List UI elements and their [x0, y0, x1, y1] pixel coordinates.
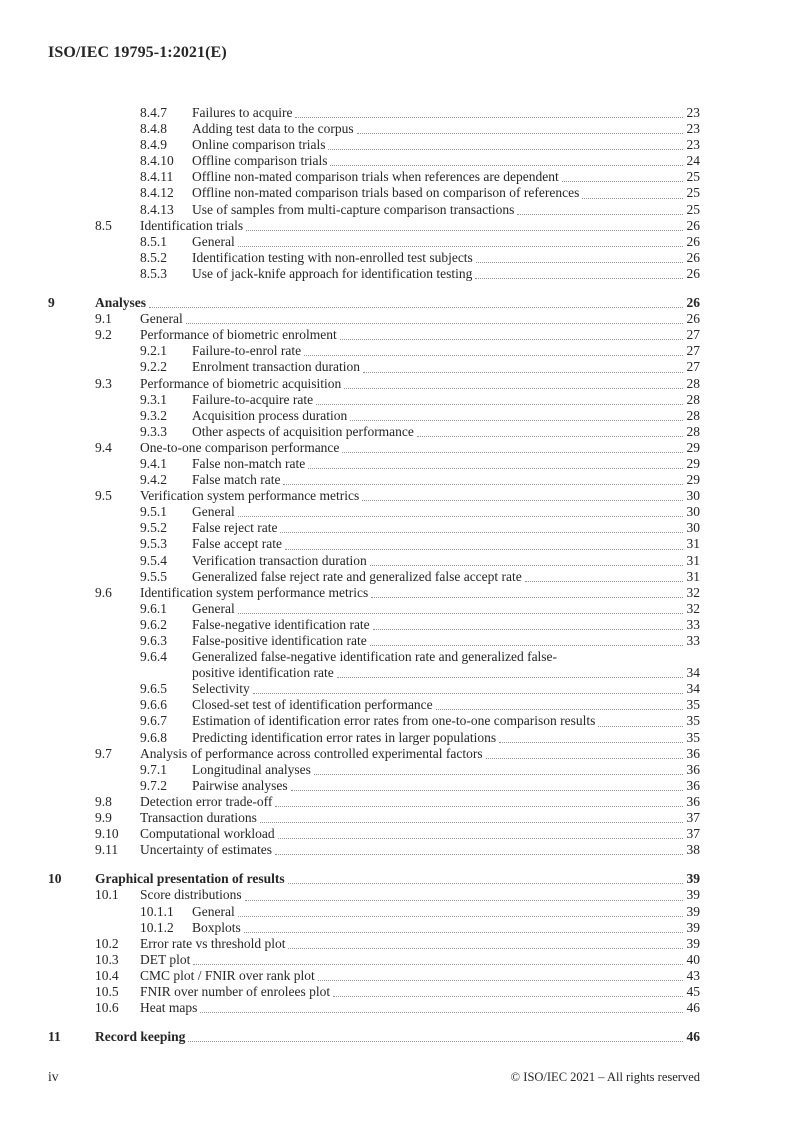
toc-entry-9.11 [95, 842, 700, 858]
toc-entry-number: 10.1.2 [140, 919, 174, 935]
toc-entry-number: 9.3.2 [140, 407, 167, 423]
toc-entry-number: 9.5.1 [140, 504, 167, 520]
toc-entry-9.2.2 [140, 359, 700, 375]
toc-dot-leader [582, 185, 683, 198]
toc-entry-title: Boxplots [192, 919, 241, 935]
toc-entry-title: Identification trials [140, 217, 244, 233]
toc-entry-title: One-to-one comparison performance [140, 439, 340, 455]
toc-entry-8.4.11 [140, 169, 700, 185]
toc-entry-number: 10.6 [95, 1000, 119, 1016]
toc-entry-page: 35 [686, 729, 700, 745]
toc-dot-leader [476, 250, 683, 263]
toc-entry-title: Offline non-mated comparison trials when references are dependent [192, 169, 559, 185]
toc-entry-number: 9.6.3 [140, 633, 167, 648]
toc-entry-page: 28 [686, 391, 700, 407]
toc-entry-8.4.12 [140, 185, 700, 201]
toc-entry-10.1 [95, 887, 700, 903]
toc-entry-number: 9.7 [95, 745, 112, 761]
toc-entry-page: 24 [686, 153, 700, 169]
toc-dot-leader [562, 169, 683, 182]
toc-entry-9.3.2 [140, 408, 700, 424]
toc-entry-page: 28 [686, 375, 700, 391]
toc-entry-page: 25 [686, 169, 700, 185]
toc-entry-9.6.6 [140, 697, 700, 713]
toc-entry-9.2 [95, 327, 700, 343]
footer-page-number: iv [48, 1069, 59, 1084]
toc-entry-number: 9.2.2 [140, 359, 167, 375]
toc-entry-number: 9.3.3 [140, 423, 167, 439]
toc-entry-title: General [140, 311, 183, 327]
toc-entry-number: 9.5 [95, 488, 112, 504]
toc-entry-page: 39 [686, 935, 700, 951]
toc-entry-number: 10.5 [95, 983, 119, 999]
toc-entry-number: 9 [48, 295, 55, 311]
toc-dot-leader [371, 585, 683, 598]
toc-entry-number: 8.4.9 [140, 137, 167, 153]
toc-entry-9.5.3 [140, 536, 700, 552]
toc-entry-page: 30 [686, 520, 700, 536]
toc-entry-page: 27 [686, 359, 700, 375]
toc-dot-leader [304, 343, 683, 356]
toc-entry-number: 10.3 [95, 951, 119, 967]
toc-entry-number: 8.4.11 [140, 169, 174, 185]
toc-entry-9.1 [95, 311, 700, 327]
toc-entry-page: 26 [686, 233, 700, 249]
toc-dot-leader [238, 504, 683, 517]
toc-entry-10.2 [95, 936, 700, 952]
toc-entry-number: 9.4.1 [140, 455, 167, 471]
toc-entry-8.4.8 [140, 121, 700, 137]
toc-entry-page: 35 [686, 713, 700, 729]
toc-entry-number: 9.7.2 [140, 777, 167, 793]
toc-entry-title: Analysis of performance across controlled experimental factors [140, 745, 483, 761]
toc-entry-number: 8.4.13 [140, 201, 174, 217]
toc-dot-leader [370, 633, 683, 646]
toc-dot-leader [362, 488, 683, 501]
toc-entry-title: Analyses [95, 295, 147, 311]
toc-entry-title: Verification system performance metrics [140, 488, 360, 504]
toc-entry-9.6.7 [140, 713, 700, 729]
toc-dot-leader [525, 569, 683, 582]
toc-entry-page: 29 [686, 439, 700, 455]
toc-dot-leader [344, 376, 683, 389]
toc-entry-number: 10.4 [95, 967, 119, 983]
toc-dot-leader [357, 121, 683, 134]
toc-entry-title: Identification testing with non-enrolled test subjects [192, 249, 473, 265]
toc-entry-9.4 [95, 440, 700, 456]
toc-entry-number: 9.6.5 [140, 681, 167, 697]
toc-entry-title: Error rate vs threshold plot [140, 935, 286, 951]
document-footer [48, 1069, 700, 1085]
toc-entry-title-continued: positive identification rate [192, 665, 334, 681]
toc-entry-title: Use of jack-knife approach for identification testing [192, 265, 473, 281]
toc-entry-title: Adding test data to the corpus [192, 121, 354, 137]
toc-entry-8.4.9 [140, 137, 700, 153]
toc-entry-page: 25 [686, 201, 700, 217]
toc-entry-number: 10 [48, 871, 62, 887]
toc-list [48, 105, 700, 1045]
toc-dot-leader [186, 311, 683, 324]
toc-entry-9.7 [95, 746, 700, 762]
toc-entry-page: 46 [686, 1000, 700, 1016]
toc-entry-9.6.2 [140, 617, 700, 633]
toc-entry-number: 9.11 [95, 842, 119, 858]
toc-entry-number: 8.5.2 [140, 249, 167, 265]
toc-entry-10.1.1 [140, 904, 700, 920]
toc-entry-number: 9.5.5 [140, 568, 167, 584]
toc-dot-leader [285, 536, 683, 549]
toc-entry-page: 38 [686, 842, 700, 858]
toc-entry-title: General [192, 504, 235, 520]
toc-entry-8.4.10 [140, 153, 700, 169]
toc-dot-leader [295, 105, 683, 118]
toc-dot-leader [193, 952, 683, 965]
toc-dot-leader [517, 202, 683, 215]
toc-entry-title: Computational workload [140, 826, 275, 842]
toc-entry-page: 40 [686, 951, 700, 967]
toc-entry-page: 31 [686, 536, 700, 552]
toc-dot-leader [340, 327, 683, 340]
toc-entry-title: Failure-to-acquire rate [192, 391, 314, 407]
toc-entry-title: False non-match rate [192, 455, 306, 471]
toc-entry-title: Score distributions [140, 887, 242, 903]
toc-entry-title: Online comparison trials [192, 137, 326, 153]
toc-entry-9.5.5 [140, 569, 700, 585]
toc-entry-page: 28 [686, 423, 700, 439]
toc-entry-number: 10.2 [95, 935, 119, 951]
toc-entry-9.3.1 [140, 392, 700, 408]
toc-entry-title: Transaction durations [140, 810, 257, 826]
toc-dot-leader [417, 424, 683, 437]
toc-entry-9.3.3 [140, 424, 700, 440]
toc-entry-9.6.8 [140, 730, 700, 746]
toc-dot-leader [328, 137, 683, 150]
toc-entry-9.5.2 [140, 520, 700, 536]
toc-dot-leader [308, 456, 683, 469]
toc-entry-title: Offline comparison trials [192, 153, 328, 169]
toc-dot-leader [246, 218, 683, 231]
toc-entry-page: 46 [686, 1029, 700, 1045]
toc-dot-leader [291, 778, 683, 791]
toc-entry-9.6.5 [140, 681, 700, 697]
toc-entry-9.7.2 [140, 778, 700, 794]
toc-entry-number: 9.6.7 [140, 713, 167, 729]
toc-entry-9.7.1 [140, 762, 700, 778]
toc-dot-leader [260, 810, 683, 823]
toc-entry-page: 26 [686, 265, 700, 281]
toc-entry-9.8 [95, 794, 700, 810]
toc-entry-number: 8.4.8 [140, 121, 167, 137]
toc-entry-title: Generalized false-negative identification rate and generalized false- [192, 649, 558, 665]
toc-entry-number: 9.6.2 [140, 616, 167, 632]
toc-dot-leader [288, 871, 683, 884]
toc-entry-10.5 [95, 984, 700, 1000]
toc-entry-title: CMC plot / FNIR over rank plot [140, 967, 315, 983]
document-header: ISO/IEC 19795-1:2021(E) [48, 44, 227, 61]
toc-dot-leader [238, 234, 683, 247]
toc-dot-leader [370, 553, 683, 566]
toc-dot-leader [350, 408, 683, 421]
toc-dot-leader [188, 1029, 683, 1042]
toc-entry-page: 31 [686, 568, 700, 584]
toc-entry-title: Offline non-mated comparison trials based on comparison of references [192, 185, 580, 201]
toc-entry-title: Use of samples from multi-capture comparison transactions [192, 201, 515, 217]
toc-entry-page: 36 [686, 745, 700, 761]
toc-entry-number: 9.6.1 [140, 600, 167, 616]
toc-entry-page: 33 [686, 633, 700, 648]
toc-dot-leader [363, 359, 683, 372]
toc-entry-9.5 [95, 488, 700, 504]
toc-entry-number: 9.6 [95, 584, 112, 600]
toc-entry-8.4.13 [140, 202, 700, 218]
toc-entry-page: 23 [686, 105, 700, 120]
toc-dot-leader [475, 266, 683, 279]
toc-entry-page: 37 [686, 826, 700, 842]
toc-entry-title: General [192, 600, 235, 616]
toc-entry-8.5.3 [140, 266, 700, 282]
toc-entry-number: 8.4.7 [140, 105, 167, 120]
toc-entry-8.4.7 [140, 105, 700, 121]
toc-entry-9 [48, 295, 700, 311]
toc-entry-number: 9.2.1 [140, 343, 167, 359]
toc-dot-leader [253, 681, 683, 694]
toc-entry-title: Record keeping [95, 1029, 186, 1045]
toc-entry-page: 28 [686, 407, 700, 423]
toc-entry-page: 32 [686, 584, 700, 600]
toc-entry-title: Graphical presentation of results [95, 871, 285, 887]
toc-entry-title: Generalized false reject rate and generalized false accept rate [192, 568, 522, 584]
toc-entry-number: 9.8 [95, 793, 112, 809]
toc-entry-title: Closed-set test of identification performance [192, 697, 433, 713]
toc-entry-11 [48, 1029, 700, 1045]
toc-dot-leader [318, 968, 683, 981]
toc-entry-page: 32 [686, 600, 700, 616]
footer-copyright: © ISO/IEC 2021 – All rights reserved [510, 1070, 700, 1084]
toc-entry-number: 8.4.12 [140, 185, 174, 201]
toc-dot-leader [278, 826, 683, 839]
toc-entry-page: 33 [686, 616, 700, 632]
toc-dot-leader [238, 601, 683, 614]
toc-dot-leader [598, 713, 683, 726]
toc-entry-10.6 [95, 1000, 700, 1016]
toc-entry-9.10 [95, 826, 700, 842]
toc-entry-9.6.4-continued [140, 665, 700, 681]
toc-entry-title: Performance of biometric acquisition [140, 375, 342, 391]
toc-entry-10.1.2 [140, 920, 700, 936]
toc-entry-page: 30 [686, 504, 700, 520]
toc-entry-number: 8.4.10 [140, 153, 174, 169]
toc-entry-number: 11 [48, 1029, 61, 1045]
toc-dot-leader [337, 665, 683, 678]
toc-entry-number: 9.6.8 [140, 729, 167, 745]
toc-entry-page: 26 [686, 249, 700, 265]
toc-entry-title: Uncertainty of estimates [140, 842, 272, 858]
toc-entry-page: 39 [686, 903, 700, 919]
toc-dot-leader [244, 920, 683, 933]
toc-entry-page: 23 [686, 121, 700, 137]
toc-entry-page: 30 [686, 488, 700, 504]
toc-dot-leader [280, 520, 683, 533]
toc-entry-page: 45 [686, 983, 700, 999]
toc-dot-leader [342, 440, 683, 453]
toc-entry-title: Selectivity [192, 681, 250, 697]
toc-entry-title: False reject rate [192, 520, 278, 536]
toc-entry-page: 39 [686, 871, 700, 887]
toc-entry-title: Pairwise analyses [192, 777, 288, 793]
toc-entry-number: 9.5.2 [140, 520, 167, 536]
toc-entry-page: 26 [686, 311, 700, 327]
toc-entry-page: 26 [686, 295, 700, 311]
toc-entry-title: Enrolment transaction duration [192, 359, 360, 375]
toc-dot-leader [486, 746, 683, 759]
toc-entry-page: 29 [686, 455, 700, 471]
toc-entry-title: Other aspects of acquisition performance [192, 423, 414, 439]
toc-dot-leader [245, 887, 683, 900]
toc-entry-title: Performance of biometric enrolment [140, 327, 337, 343]
toc-dot-leader [238, 904, 683, 917]
toc-entry-number: 9.6.4 [140, 649, 167, 665]
toc-dot-leader [283, 472, 683, 485]
toc-entry-9.6.3 [140, 633, 700, 649]
toc-entry-10 [48, 871, 700, 887]
toc-entry-number: 9.4 [95, 439, 112, 455]
toc-entry-page: 29 [686, 472, 700, 488]
toc-entry-page: 43 [686, 967, 700, 983]
toc-entry-number: 9.9 [95, 810, 112, 826]
toc-entry-title: Identification system performance metrics [140, 584, 369, 600]
toc-entry-9.2.1 [140, 343, 700, 359]
toc-entry-9.6 [95, 585, 700, 601]
toc-entry-page: 27 [686, 343, 700, 359]
toc-entry-title: FNIR over number of enrolees plot [140, 983, 331, 999]
toc-entry-9.4.2 [140, 472, 700, 488]
toc-dot-leader [149, 295, 683, 308]
toc-entry-title: Verification transaction duration [192, 552, 367, 568]
toc-entry-9.9 [95, 810, 700, 826]
toc-entry-page: 36 [686, 793, 700, 809]
toc-entry-title: False match rate [192, 472, 281, 488]
toc-entry-number: 9.1 [95, 311, 112, 327]
toc-entry-9.6.1 [140, 601, 700, 617]
toc-entry-8.5.2 [140, 250, 700, 266]
toc-entry-10.4 [95, 968, 700, 984]
toc-entry-page: 35 [686, 697, 700, 713]
toc-entry-page: 25 [686, 185, 700, 201]
toc-entry-8.5 [95, 218, 700, 234]
toc-entry-title: Heat maps [140, 1000, 198, 1016]
toc-entry-9.5.1 [140, 504, 700, 520]
toc-entry-page: 26 [686, 217, 700, 233]
toc-entry-title: Acquisition process duration [192, 407, 348, 423]
toc-entry-page: 37 [686, 810, 700, 826]
toc-entry-page: 31 [686, 552, 700, 568]
toc-entry-page: 34 [686, 681, 700, 697]
toc-entry-10.3 [95, 952, 700, 968]
toc-entry-title: DET plot [140, 951, 191, 967]
toc-entry-page: 27 [686, 327, 700, 343]
toc-entry-number: 9.6.6 [140, 697, 167, 713]
toc-dot-leader [330, 153, 683, 166]
toc-entry-number: 9.5.4 [140, 552, 167, 568]
toc-entry-9.5.4 [140, 553, 700, 569]
toc-entry-9.6.4 [140, 649, 700, 665]
toc-entry-number: 10.1 [95, 887, 119, 903]
toc-entry-page: 39 [686, 919, 700, 935]
toc-dot-leader [333, 984, 683, 997]
toc-entry-9.3 [95, 376, 700, 392]
toc-entry-title: False accept rate [192, 536, 282, 552]
toc-entry-number: 9.10 [95, 826, 119, 842]
toc-dot-leader [200, 1000, 683, 1013]
toc-dot-leader [373, 617, 683, 630]
toc-dot-leader [288, 936, 683, 949]
toc-entry-number: 8.5.1 [140, 233, 167, 249]
toc-entry-page: 23 [686, 137, 700, 153]
toc-dot-leader [275, 842, 683, 855]
toc-entry-number: 9.2 [95, 327, 112, 343]
toc-entry-title: Estimation of identification error rates from one-to-one comparison results [192, 713, 596, 729]
toc-entry-title: General [192, 903, 235, 919]
toc-entry-page: 36 [686, 777, 700, 793]
toc-entry-title: False-negative identification rate [192, 616, 370, 632]
toc-entry-title: Detection error trade-off [140, 793, 273, 809]
toc-entry-9.4.1 [140, 456, 700, 472]
toc-entry-number: 9.7.1 [140, 761, 167, 777]
toc-dot-leader [314, 762, 683, 775]
toc-entry-number: 9.4.2 [140, 472, 167, 488]
toc-entry-page: 36 [686, 761, 700, 777]
toc-dot-leader [436, 697, 683, 710]
toc-dot-leader [275, 794, 683, 807]
toc-entry-8.5.1 [140, 234, 700, 250]
toc-dot-leader [499, 730, 683, 743]
toc-entry-number: 8.5.3 [140, 265, 167, 281]
toc-entry-title: Predicting identification error rates in larger populations [192, 729, 497, 745]
toc-entry-number-spacer [140, 665, 192, 681]
toc-entry-title: Failure-to-enrol rate [192, 343, 302, 359]
toc-entry-title: False-positive identification rate [192, 633, 367, 648]
toc-entry-number: 9.5.3 [140, 536, 167, 552]
toc-entry-title: General [192, 233, 235, 249]
toc-entry-number: 8.5 [95, 217, 112, 233]
toc-entry-page: 34 [686, 665, 700, 681]
toc-entry-number: 9.3 [95, 375, 112, 391]
toc-entry-title: Failures to acquire [192, 105, 293, 120]
toc-entry-title: Longitudinal analyses [192, 761, 311, 777]
toc-entry-page: 39 [686, 887, 700, 903]
toc-dot-leader [316, 392, 683, 405]
toc-entry-number: 9.3.1 [140, 391, 167, 407]
toc-entry-number: 10.1.1 [140, 903, 174, 919]
